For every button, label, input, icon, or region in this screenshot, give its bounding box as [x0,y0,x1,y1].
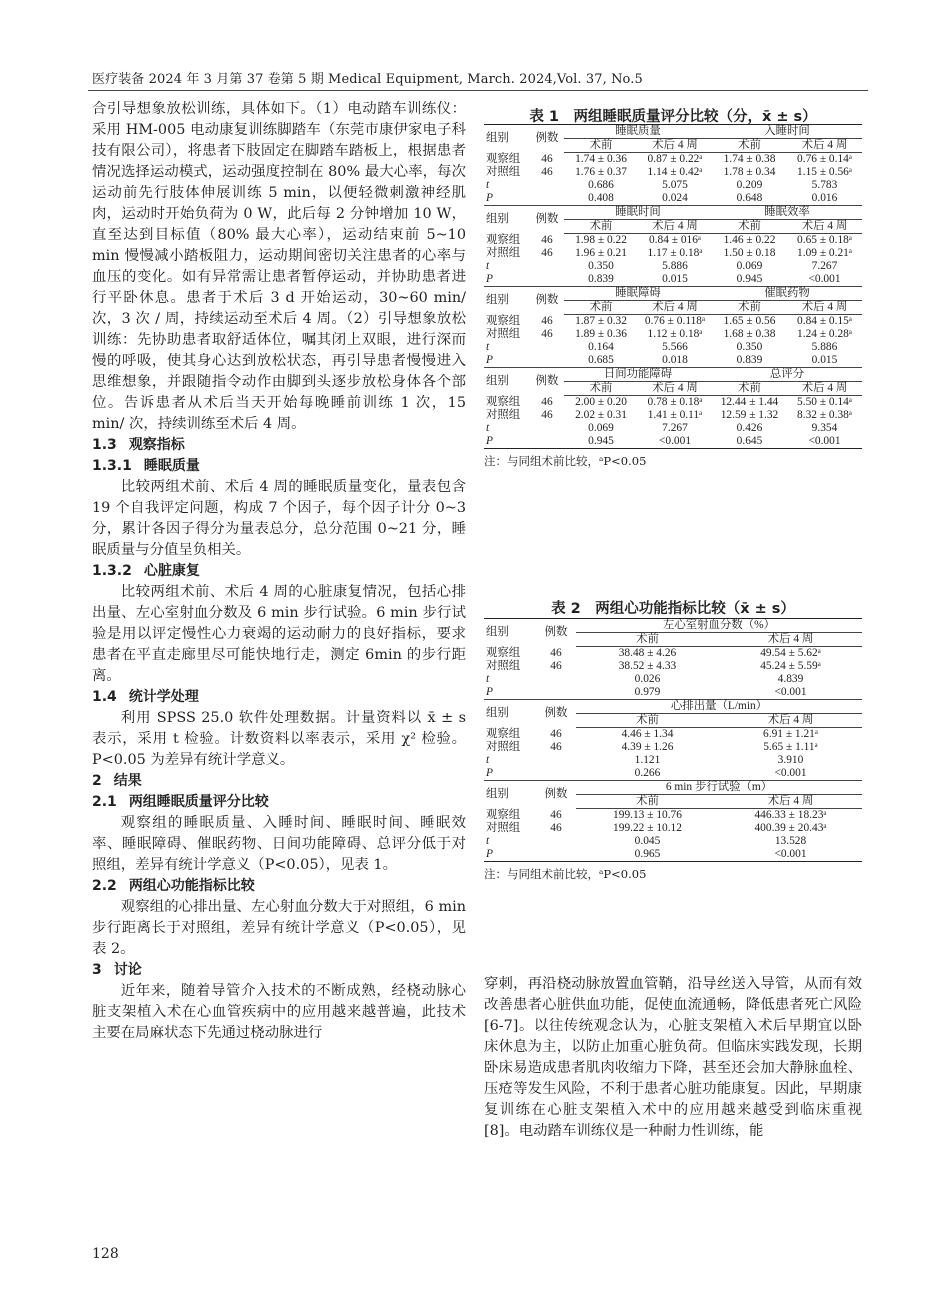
header-rule [88,90,868,91]
table-cell: 0.685 [588,354,614,366]
table-cell: 0.045 [634,835,661,847]
heading-2-1: 2.1 两组睡眠质量评分比较 [92,794,269,810]
table-cell: 5.566 [662,341,688,353]
col-header-pre: 术前 [712,382,787,396]
table-cell: 1.50 ± 0.18 [723,247,776,259]
table-cell [536,848,576,862]
table-row [484,260,862,273]
col-header-post: 术后 4 周 [719,795,862,809]
table-cell: 0.839 [736,354,763,366]
table-cell: 1.68 ± 0.38 [723,328,776,340]
table-cell: 观察组 [486,727,521,740]
table-cell: 446.33 ± 18.23ᵃ [754,809,827,821]
col-header-group: 组别 [484,700,536,728]
table-cell: 9.354 [811,422,838,434]
col-header-post: 术后 4 周 [787,139,862,153]
paragraph-result-cardiac: 观察组的心排出量、左心射血分数大于对照组，6 min 步行距离长于对照组，差异有统计学意义（P<0.05），见表 2。 [92,899,466,957]
table1-header-row [484,125,862,139]
col-header-n: 例数 [530,368,564,396]
col-header-post: 术后 4 周 [638,220,712,234]
table-cell: 0.069 [736,260,763,272]
table-cell: <0.001 [774,686,807,698]
table-row [484,647,862,661]
table-row [484,328,862,341]
col-header-group: 组别 [484,125,530,153]
table-cell: 1.74 ± 0.36 [575,153,627,165]
table-cell: t [486,673,490,685]
paragraph-discussion-cont: 穿刺，再沿桡动脉放置血管鞘，沿导丝送入导管，从而有效改善患者心脏供血功能，促使血流通畅，降低患者死亡风险 [6-7]。以往传统观念认为，心脏支架植入术后早期宜以卧床休息为主，以防止加重心脏负荷。但临床实践发现，长期卧床易造成患者肌肉收缩力下降，甚至还会加大静脉血栓、压疮等发生风险，不利于患者心脏功能康复。因此，早期康复训练在心脏支架植入术中的应用越来越受到临床重视 [8]。电动踏车训练仪是一种耐力性训练，能 [484,976,862,1139]
paragraph-method-detail: 合引导想象放松训练，具体如下。（1）电动踏车训练仪：采用 HM-005 电动康复训练脚踏车（东莞市康伊家电子科技有限公司），将患者下肢固定在脚踏车踏板上，根据患者情况选择运动模式，运动强度控制在 80% 最大心率，每次运动前先行肢体伸展训练 5 min，以便轻微刺激神经肌肉，运动时开始负荷为 0 W，此后每 2 分钟增加 10 W，直至达到目标值（80% 最大心率），运动结束前 5~10 min 慢慢减小踏板阻力，运动期间密切关注患者的心率与血压的变化。如有异常需让患者暂停运动，并协助患者进行平卧休息。患者于术后 3 d 开始运动，30~60 min/ 次，3 次 / 周，持续运动至术后 4 周。（2）引导想象放松训练：先协助患者取舒适体位，嘱其闭上双眼，进行深而慢的呼吸，使其身心达到放松状态，再引导患者慢慢进入思维想象，并跟随指令动作由脚到头逐步放松身体各个部位。告诉患者从术后当天开始每晚睡前训练 1 次，15 min/ 次，持续训练至术后 4 周。 [92,101,466,432]
table-cell: 对照组 [486,660,521,672]
col-header-group: 组别 [484,287,530,315]
table-cell: 4.839 [777,673,804,685]
table-cell: t [486,179,490,191]
table-cell: 13.528 [774,835,807,847]
measure-header: 睡眠质量 [564,125,712,139]
paragraph-discussion-start: 近年来，随着导管介入技术的不断成熟，经桡动脉心脏支架植入术在心血管疾病中的应用越来越普遍，此技术主要在局麻状态下先通过桡动脉进行 [92,983,466,1041]
table1-header-row [484,287,862,301]
table-cell: 46 [541,328,553,340]
table-cell: 0.945 [736,273,763,285]
table-cell: 0.026 [634,673,661,685]
measure-header: 日间功能障碍 [564,368,712,382]
table-cell: 12.44 ± 1.44 [720,396,779,408]
table-cell: 3.910 [777,754,804,766]
table-cell: 46 [541,314,553,327]
table-cell: t [486,341,490,353]
table-cell: 0.87 ± 0.22ᵃ [647,153,703,165]
measure-header: 睡眠障碍 [564,287,712,301]
table-row [484,247,862,260]
table-cell: 观察组 [486,646,521,659]
table-cell: 1.78 ± 0.34 [723,166,776,178]
table-cell: 0.76 ± 0.118ᵃ [644,315,706,327]
table-cell: 观察组 [486,233,521,246]
table-cell: 0.015 [662,273,688,285]
col-header-pre: 术前 [564,139,638,153]
table-cell: 5.886 [811,341,838,353]
paragraph-sleep-quality: 比较两组术前、术后 4 周的睡眠质量变化，量表包含 19 个自我评定问题，构成 7 个因子，每个因子计分 0~3 分，累计各因子得分为量表总分，总分范围 0~21 分，睡眠质量与分值呈负相关。 [92,479,466,558]
table2 [484,618,862,882]
table-cell: 5.50 ± 0.14ᵃ [797,396,852,408]
table-cell: 2.00 ± 0.20 [575,396,627,408]
measure-header: 心排出量（L/min） [576,700,862,714]
measure-header: 总评分 [712,368,862,382]
table-cell: 观察组 [486,395,521,408]
table1-note: 注：与同组术前比较，ᵃP<0.05 [484,454,647,468]
table-cell: 5.783 [811,179,838,191]
table-cell: 4.39 ± 1.26 [621,741,674,753]
heading-1-4: 1.4 统计学处理 [92,689,199,705]
table-row [484,754,862,767]
table-cell: 0.350 [736,341,763,353]
table-cell: <0.001 [808,273,841,285]
col-header-post: 术后 4 周 [638,301,712,315]
table-cell: 1.89 ± 0.36 [575,328,627,340]
table-cell: P [486,273,493,285]
table-cell [530,179,564,192]
col-header-pre: 术前 [564,220,638,234]
table-cell: 7.267 [811,260,838,272]
table-cell: 观察组 [486,808,521,821]
col-header-pre: 术前 [712,301,787,315]
table-cell: P [484,435,530,449]
table-cell [530,435,564,449]
table-cell: 46 [541,395,553,408]
table-row [484,741,862,754]
col-header-group: 组别 [484,619,536,647]
table-cell: 7.267 [662,422,688,434]
table-cell: 1.96 ± 0.21 [575,247,627,259]
table-cell: <0.001 [787,435,862,449]
col-header-post: 术后 4 周 [638,139,712,153]
table-cell: 199.13 ± 10.76 [613,809,682,821]
paragraph-statistics: 利用 SPSS 25.0 软件处理数据。计量资料以 x̄ ± s 表示，采用 t 检验。计数资料以率表示，采用 χ² 检验。P<0.05 为差异有统计学意义。 [92,710,466,768]
col-header-post: 术后 4 周 [638,382,712,396]
table-cell: P [486,767,493,779]
table-cell: 5.075 [662,179,688,191]
table-cell: 0.015 [811,354,838,366]
table-cell: 38.48 ± 4.26 [618,647,677,659]
col-header-pre: 术前 [576,795,719,809]
table-cell: 0.209 [736,179,763,191]
table-cell: 0.965 [576,848,719,862]
table-cell: 46 [550,646,562,659]
table-cell: 0.016 [811,192,838,204]
heading-2-2: 2.2 两组心功能指标比较 [92,878,255,894]
table-cell: 1.09 ± 0.21ᵃ [797,247,852,259]
table-row [484,835,862,848]
measure-header: 入睡时间 [712,125,862,139]
table-cell: 46 [541,247,553,259]
table-cell: 46 [550,741,562,753]
table-row [484,809,862,823]
table1-caption: 表 1 两组睡眠质量评分比较（分，x̄ ± s） [529,109,817,125]
table-cell: 46 [550,660,562,672]
col-header-n: 例数 [530,125,564,153]
col-header-post: 术后 4 周 [719,633,862,647]
table-cell: 观察组 [486,314,521,327]
table-cell: 0.839 [588,273,614,285]
table-cell: 1.41 ± 0.11ᵃ [647,409,703,421]
table2-header-row [484,619,862,633]
table-cell [536,767,576,781]
table-cell: 0.350 [588,260,614,272]
table-cell: 1.65 ± 0.56 [723,315,776,327]
table-cell: t [486,835,490,847]
table-cell [530,341,564,354]
table-cell: 4.46 ± 1.34 [621,728,674,740]
table-cell: 对照组 [486,741,521,753]
table-cell: 0.65 ± 0.18ᵃ [797,234,852,246]
col-header-pre: 术前 [564,382,638,396]
col-header-pre: 术前 [564,301,638,315]
table-row [484,341,862,354]
measure-header: 左心室射血分数（%） [576,619,862,633]
col-header-n: 例数 [536,700,576,728]
table-cell: 0.645 [712,435,787,449]
col-header-post: 术后 4 周 [787,220,862,234]
table-cell: 0.78 ± 0.18ᵃ [647,396,703,408]
heading-1-3: 1.3 观察指标 [92,437,185,453]
table-cell: 0.024 [662,192,688,204]
table-cell: 46 [550,808,562,821]
measure-header: 催眠药物 [712,287,862,301]
table-cell: 对照组 [486,247,521,259]
table-cell [536,835,576,848]
table-cell: 46 [541,409,553,421]
table-cell: P [486,192,493,204]
heading-2: 2 结果 [92,773,142,789]
col-header-pre: 术前 [712,220,787,234]
table-cell: 0.648 [736,192,763,204]
table-cell: 0.84 ± 0.15ᵃ [797,315,852,327]
table2-caption: 表 2 两组心功能指标比较（x̄ ± s） [551,601,795,617]
col-header-n: 例数 [530,287,564,315]
table-cell: 0.018 [662,354,688,366]
table-cell: 1.15 ± 0.56ᵃ [797,166,852,178]
table-cell: 1.12 ± 0.18ᵃ [647,328,703,340]
table-cell: 46 [541,233,553,246]
table-cell [536,673,576,686]
table-cell: <0.001 [774,767,807,779]
table-cell: 对照组 [486,409,521,421]
col-header-group: 组别 [484,206,530,234]
col-header-post: 术后 4 周 [719,714,862,728]
table-cell: 0.069 [588,422,614,434]
table-cell: 0.945 [564,435,638,449]
table-cell: 0.266 [634,767,661,779]
paragraph-cardiac-rehab: 比较两组术前、术后 4 周的心脏康复情况，包括心排出量、左心室射血分数及 6 min 步行试验。6 min 步行试验是用以评定慢性心力衰竭的运动耐力的良好指标，要求患者在平直走廊里尽可能快地行走，测定 6min 的步行距离。 [92,584,466,684]
running-header: 医疗装备 2024 年 3 月第 37 卷第 5 期 Medical Equipment, March. 2024,Vol. 37, No.5 [92,72,643,87]
measure-header: 睡眠时间 [564,206,712,220]
table-cell: P [486,354,493,366]
table-cell: 对照组 [486,166,521,178]
col-header-n: 例数 [530,206,564,234]
table-cell [530,192,564,206]
table-cell: 6.91 ± 1.21ᵃ [763,728,818,740]
col-header-pre: 术前 [576,633,719,647]
table-row [484,166,862,179]
table-row [484,409,862,422]
table-cell: 0.426 [736,422,763,434]
heading-3: 3 讨论 [92,962,142,978]
table-row [484,822,862,835]
table-row [484,660,862,673]
table-row [484,354,862,368]
table-cell: 0.408 [588,192,614,204]
table-cell: 1.14 ± 0.42ᵃ [647,166,703,178]
table-cell: t [486,754,490,766]
measure-header: 6 min 步行试验（m） [576,781,862,795]
table-cell: 46 [541,166,553,178]
table-cell: 46 [541,152,553,165]
table-cell: 12.59 ± 1.32 [720,409,779,421]
left-column [92,99,466,1044]
col-header-post: 术后 4 周 [787,382,862,396]
table-row [484,396,862,410]
table-cell: <0.001 [638,435,712,449]
table-row [484,234,862,248]
col-header-post: 术后 4 周 [787,301,862,315]
table-row [484,179,862,192]
heading-1-3-1: 1.3.1 睡眠质量 [92,458,200,474]
table-row [484,673,862,686]
table-row [484,767,862,781]
table1-header-row [484,368,862,382]
col-header-pre: 术前 [576,714,719,728]
table-row [484,435,862,449]
table-cell: 5.65 ± 1.11ᵃ [763,741,818,753]
table-cell: 0.76 ± 0.14ᵃ [797,153,852,165]
right-column-text [484,974,862,1142]
col-header-group: 组别 [484,781,536,809]
table-row [484,728,862,742]
table-cell: 1.74 ± 0.38 [723,153,776,165]
table-row [484,848,862,862]
table1-header-row [484,206,862,220]
table-cell: 46 [550,822,562,834]
table-cell: 8.32 ± 0.38ᵃ [797,409,852,421]
table-cell: P [484,848,536,862]
table-cell [530,422,564,435]
table-cell [530,273,564,287]
table-row [484,192,862,206]
table-cell: 1.24 ± 0.28ᵃ [797,328,852,340]
table-cell: 0.164 [588,341,614,353]
table-row [484,315,862,329]
table-cell: <0.001 [719,848,862,862]
col-header-group: 组别 [484,368,530,396]
table-cell: 0.84 ± 016ᵃ [648,234,702,246]
table-cell: 对照组 [486,822,521,834]
table-cell: 2.02 ± 0.31 [575,409,627,421]
page-number: 128 [92,1246,119,1262]
table-cell: 45.24 ± 5.59ᵃ [760,660,821,672]
table-row [484,686,862,700]
table2-header-row [484,700,862,714]
measure-header: 睡眠效率 [712,206,862,220]
table-cell: t [486,260,490,272]
table-cell: 1.98 ± 0.22 [575,234,627,246]
col-header-n: 例数 [536,619,576,647]
table-cell: 1.87 ± 0.32 [575,315,627,327]
table-cell: t [486,422,490,434]
table-cell: 49.54 ± 5.62ᵃ [760,647,821,659]
table-cell: 38.52 ± 4.33 [618,660,677,672]
table2-header-row [484,781,862,795]
table-cell [530,260,564,273]
table-row [484,153,862,167]
table-row [484,273,862,287]
table-cell [536,686,576,700]
table-row [484,422,862,435]
col-header-n: 例数 [536,781,576,809]
table1 [484,124,862,469]
table-cell: 5.886 [662,260,688,272]
table-cell: 观察组 [486,152,521,165]
paragraph-result-sleep: 观察组的睡眠质量、入睡时间、睡眠时间、睡眠效率、睡眠障碍、催眠药物、日间功能障碍、总评分低于对照组，差异有统计学意义（P<0.05），见表 1。 [92,815,466,873]
heading-1-3-2: 1.3.2 心脏康复 [92,563,200,579]
table-cell: 对照组 [486,328,521,340]
table-cell: P [486,686,493,698]
table-cell: 400.39 ± 20.43ᵃ [754,822,827,834]
table2-note: 注：与同组术前比较，ᵃP<0.05 [484,867,647,881]
table-cell: 0.979 [634,686,661,698]
table-cell: 1.46 ± 0.22 [723,234,776,246]
table-cell: 1.121 [634,754,661,766]
table-cell: 199.22 ± 10.12 [613,822,682,834]
table-cell [536,754,576,767]
table-cell: 0.686 [588,179,614,191]
table-cell [530,354,564,368]
table-cell: 1.76 ± 0.37 [575,166,627,178]
col-header-pre: 术前 [712,139,787,153]
table-cell: 1.17 ± 0.18ᵃ [647,247,703,259]
table-cell: 46 [550,727,562,740]
